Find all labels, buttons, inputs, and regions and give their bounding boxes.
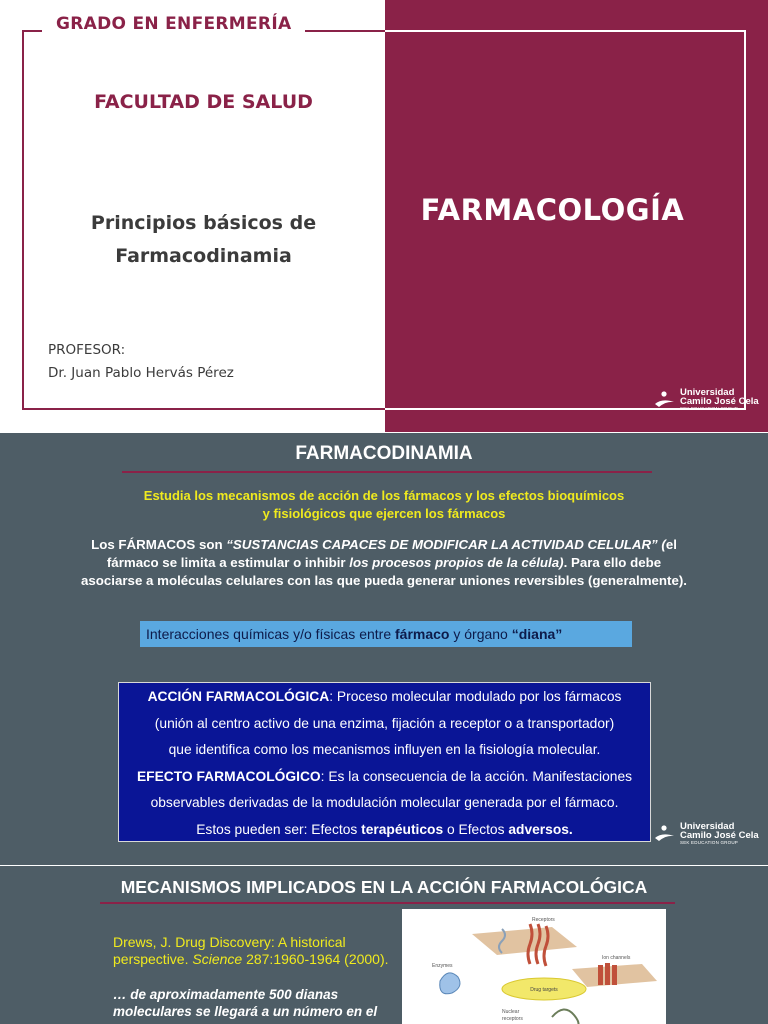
accion-line-2: (unión al centro activo de una enzima, fijación a receptor o a transportador)	[154, 715, 615, 731]
enzymes-label: Enzymes	[432, 963, 453, 969]
definition-text	[0, 487, 768, 523]
nuclear-receptors-label: receptors	[502, 1016, 523, 1022]
ion-channels-label: Ion channels	[602, 955, 631, 961]
para-line2-italic: los procesos propios de la célula)	[349, 555, 564, 570]
program-label: GRADO EN ENFERMERÍA	[42, 14, 305, 34]
efecto-text: : Es la consecuencia de la acción. Manifestaciones	[320, 768, 633, 784]
receptors-label: Receptors	[532, 917, 555, 923]
logo-line-2: Camilo José Cela	[680, 830, 759, 841]
quote-line-1: … de aproximadamente 500 dianas	[113, 987, 339, 1002]
ref-line2-prefix: perspective.	[113, 951, 193, 967]
efecto-line-2: observables derivadas de la modulación molecular generada por el fármaco.	[150, 795, 619, 810]
efecto-adverse: adversos.	[508, 821, 573, 837]
interaction-prefix: Interacciones químicas y/o físicas entre	[146, 626, 395, 642]
course-title: FARMACOLOGÍA	[420, 193, 685, 227]
ucjc-logo-icon	[654, 390, 676, 410]
slide-title: FARMACODINAMIA	[295, 443, 473, 464]
interaction-target: “diana”	[511, 626, 563, 642]
subtitle-line-1: Principios básicos de	[90, 212, 317, 234]
accion-label: ACCIÓN FARMACOLÓGICA	[147, 689, 330, 704]
faculty-label: FACULTAD DE SALUD	[94, 91, 313, 113]
slide-title: MECANISMOS IMPLICADOS EN LA ACCIÓN FARMACOLÓGICA	[120, 877, 648, 897]
ref-line-1: Drews, J. Drug Discovery: A historical	[113, 934, 346, 950]
subtitle-line-2: Farmacodinamia	[115, 245, 292, 267]
accion-text: : Proceso molecular modulado por los fármacos	[329, 689, 622, 704]
para-mid: el	[665, 537, 677, 552]
logo-line-3: SEK EDUCATION GROUP	[680, 840, 738, 845]
drugs-paragraph	[40, 536, 728, 590]
para-line2-suffix: . Para ello debe	[563, 555, 662, 570]
lesson-subtitle	[22, 207, 385, 273]
interaction-mid: y órgano	[449, 626, 512, 642]
quote-line-2: moleculares se llegará a un número en el	[113, 1004, 378, 1019]
logo-line-1: Universidad	[680, 387, 735, 398]
accion-line-3: que identifica como los mecanismos influyen en la fisiología molecular.	[168, 742, 601, 757]
ucjc-logo-icon	[654, 824, 676, 844]
logo-line-3: SEK EDUCATION GROUP	[680, 406, 738, 411]
professor-label: PROFESOR:	[48, 342, 126, 358]
professor-name: Dr. Juan Pablo Hervás Pérez	[48, 365, 234, 381]
title-divider	[100, 902, 675, 904]
nuclear-label: Nuclear	[502, 1009, 520, 1015]
efecto-therapeutic: terapéuticos	[361, 821, 444, 837]
ref-line2-suffix: 287:1960-1964 (2000).	[242, 951, 389, 967]
logo-line-1: Universidad	[680, 821, 735, 832]
efecto-mid: o Efectos	[443, 821, 509, 837]
mechanisms-slide	[0, 866, 768, 1024]
reference-text	[113, 934, 389, 968]
professor-block	[48, 339, 234, 385]
efecto-label: EFECTO FARMACOLÓGICO	[136, 768, 321, 784]
drug-targets-figure	[402, 909, 666, 1024]
farmacodinamia-slide	[0, 433, 768, 865]
logo-line-2: Camilo José Cela	[680, 396, 759, 407]
efecto-line3-prefix: Estos pueden ser: Efectos	[196, 821, 362, 837]
university-logo	[654, 822, 759, 846]
para-prefix: Los FÁRMACOS son	[91, 537, 227, 552]
drug-targets-illustration	[402, 909, 666, 1024]
definition-line-2: y fisiológicos que ejercen los fármacos	[262, 506, 506, 521]
para-line2-prefix: fármaco se limita a estimular o inhibir	[106, 555, 350, 570]
university-logo	[654, 388, 759, 412]
targets-quote	[113, 986, 377, 1020]
definition-line-1: Estudia los mecanismos de acción de los fármacos y los efectos bioquímicos	[143, 488, 625, 503]
ref-journal: Science	[192, 951, 243, 967]
drug-targets-label: Drug targets	[530, 987, 558, 993]
title-divider	[122, 471, 652, 473]
para-line-3: asociarse a moléculas celulares con las que pueda generar uniones reversibles (generalmente).	[80, 573, 687, 588]
interaction-drug: fármaco	[395, 626, 450, 642]
title-slide	[0, 0, 768, 432]
para-quote: “SUSTANCIAS CAPACES DE MODIFICAR LA ACTIVIDAD CELULAR” (	[226, 537, 666, 552]
definitions-box	[118, 682, 651, 842]
interaction-banner	[140, 621, 632, 647]
